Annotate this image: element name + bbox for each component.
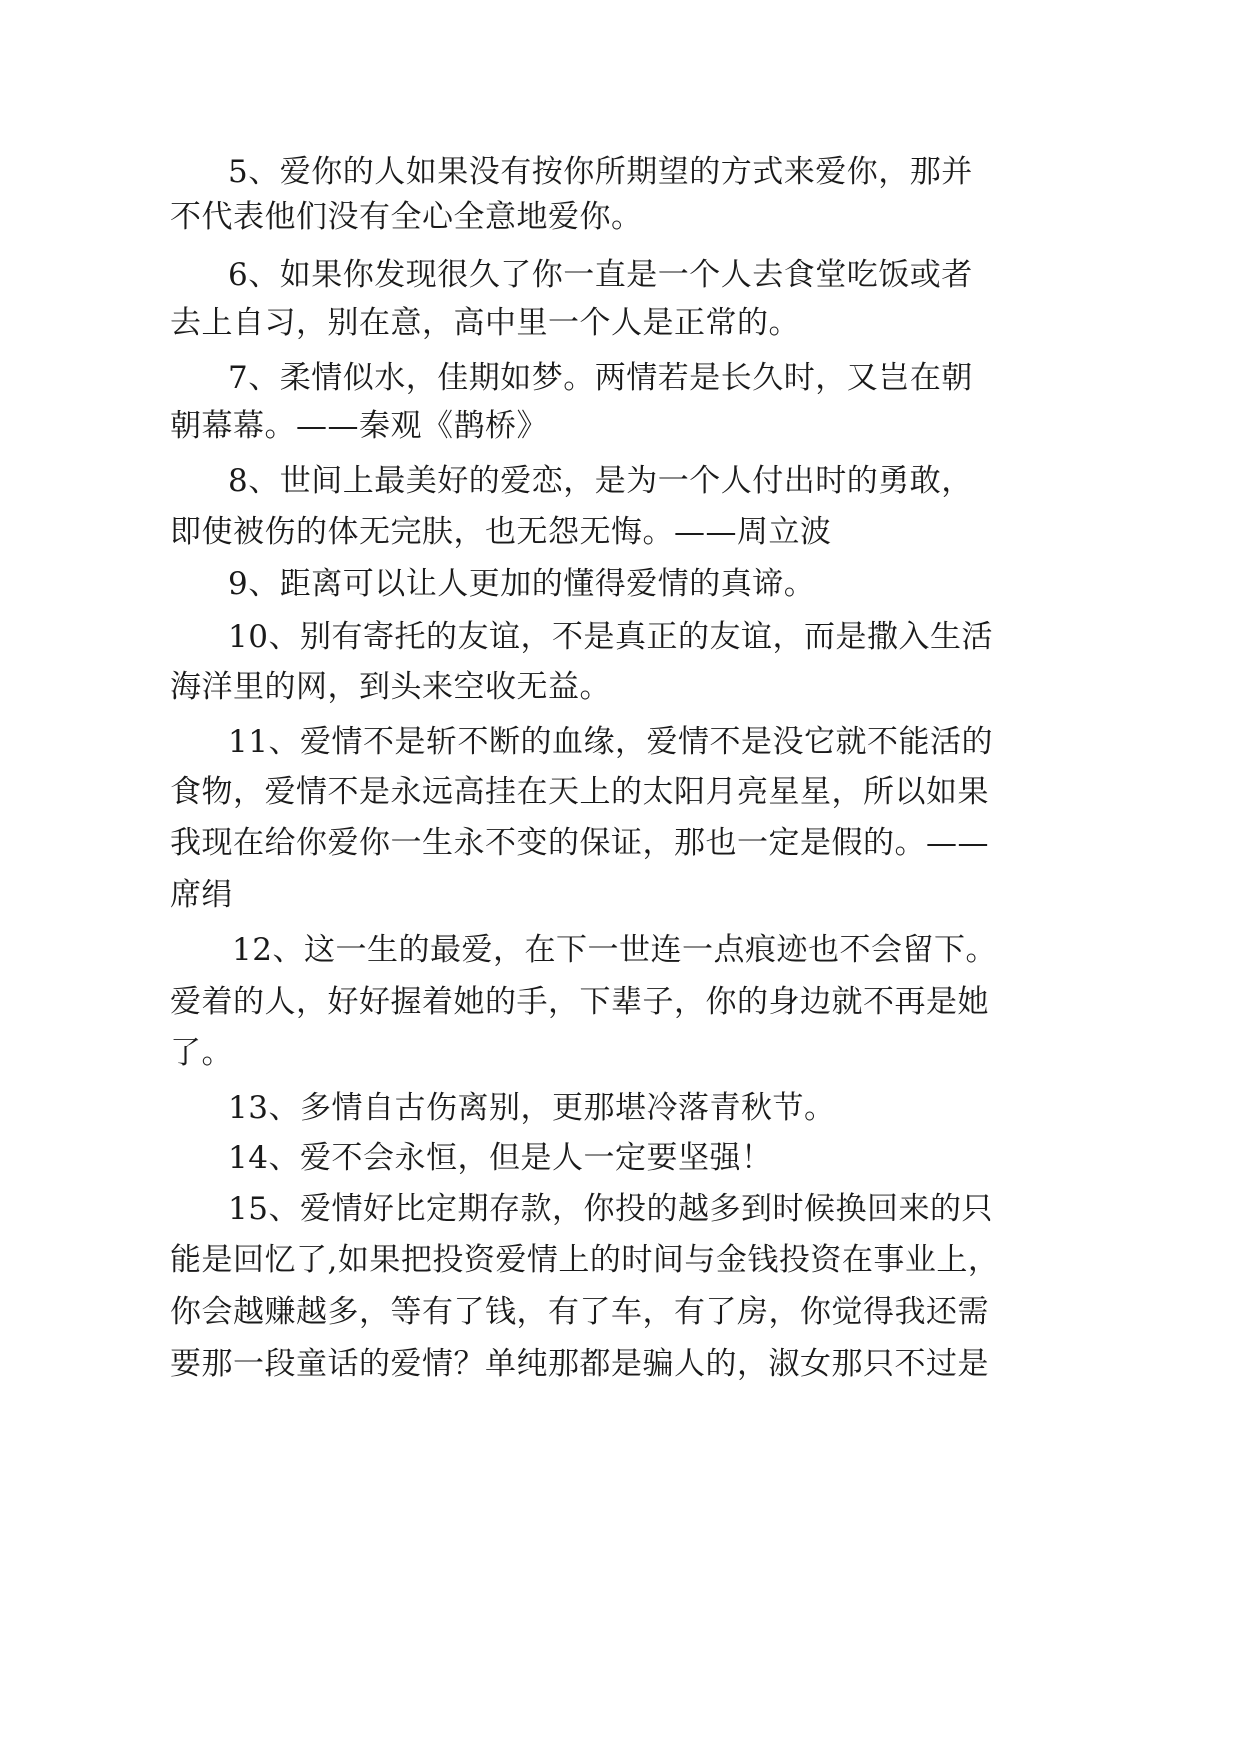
paragraph-7-line-1: 7、柔情似水，佳期如梦。两情若是长久时，又岂在朝 bbox=[228, 360, 973, 396]
paragraph-11-line-1: 11、爱情不是斩不断的血缘，爱情不是没它就不能活的 bbox=[228, 724, 993, 760]
paragraph-10-line-2: 海洋里的网，到头来空收无益。 bbox=[170, 669, 611, 705]
paragraph-14-line-1: 14、爱不会永恒，但是人一定要坚强！ bbox=[228, 1140, 773, 1176]
paragraph-11-line-4: 席绢 bbox=[170, 877, 233, 913]
paragraph-8-line-1: 8、世间上最美好的爱恋，是为一个人付出时的勇敢， bbox=[228, 463, 973, 499]
paragraph-15-line-1: 15、爱情好比定期存款，你投的越多到时候换回来的只 bbox=[228, 1191, 993, 1227]
paragraph-15-line-2: 能是回忆了,如果把投资爱情上的时间与金钱投资在事业上， bbox=[170, 1242, 1000, 1278]
paragraph-12-line-3: 了。 bbox=[170, 1035, 233, 1071]
paragraph-6-line-1: 6、如果你发现很久了你一直是一个人去食堂吃饭或者 bbox=[228, 257, 973, 293]
paragraph-9-line-1: 9、距离可以让人更加的懂得爱情的真谛。 bbox=[228, 566, 816, 602]
paragraph-13-line-1: 13、多情自古伤离别，更那堪冷落青秋节。 bbox=[228, 1090, 836, 1126]
paragraph-15-line-3: 你会越赚越多，等有了钱，有了车，有了房，你觉得我还需 bbox=[170, 1294, 989, 1330]
paragraph-8-line-2: 即使被伤的体无完肤，也无怨无悔。——周立波 bbox=[170, 514, 832, 550]
paragraph-15-line-4: 要那一段童话的爱情？单纯那都是骗人的，淑女那只不过是 bbox=[170, 1346, 989, 1382]
paragraph-12-line-2: 爱着的人，好好握着她的手，下辈子，你的身边就不再是她 bbox=[170, 984, 989, 1020]
paragraph-11-line-2: 食物，爱情不是永远高挂在天上的太阳月亮星星，所以如果 bbox=[170, 774, 989, 810]
paragraph-12-line-1: 12、这一生的最爱，在下一世连一点痕迹也不会留下。 bbox=[232, 932, 997, 968]
paragraph-11-line-3: 我现在给你爱你一生永不变的保证，那也一定是假的。—— bbox=[170, 825, 989, 861]
paragraph-10-line-1: 10、别有寄托的友谊，不是真正的友谊，而是撒入生活 bbox=[228, 619, 993, 655]
paragraph-5-line-1: 5、爱你的人如果没有按你所期望的方式来爱你，那并 bbox=[228, 154, 973, 190]
paragraph-6-line-2: 去上自习，别在意，高中里一个人是正常的。 bbox=[170, 305, 800, 341]
paragraph-7-line-2: 朝幕幕。——秦观《鹊桥》 bbox=[170, 408, 548, 444]
paragraph-5-line-2: 不代表他们没有全心全意地爱你。 bbox=[170, 199, 643, 235]
